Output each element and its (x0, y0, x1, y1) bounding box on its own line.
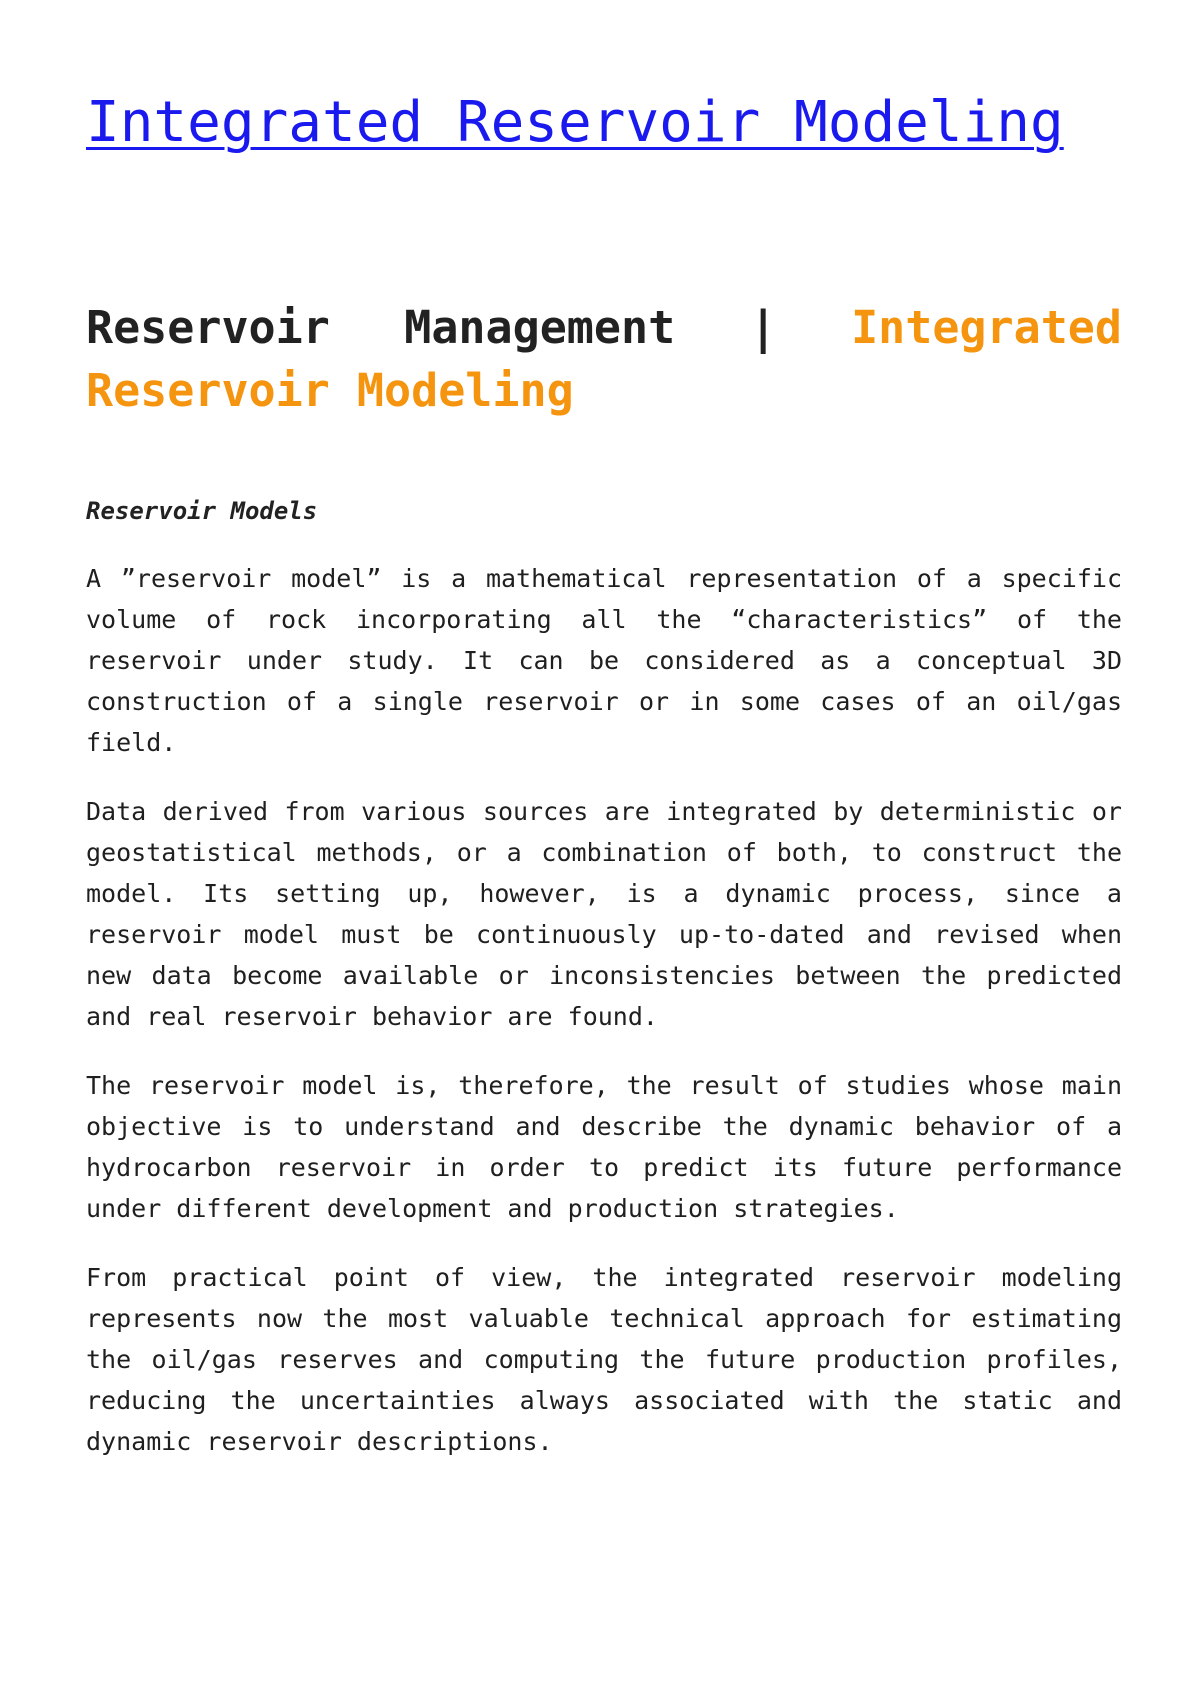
paragraph: A ”reservoir model” is a mathematical representation of a specific volume of rock incorporating all the “characteristics” of the reservoir under study. It can be considered as a conceptual 3D construction of a single reservoir or in some cases of an oil/gas field. (86, 564, 1122, 757)
section-heading-accent: Integrated Reservoir Modeling (86, 301, 1122, 417)
document-title (86, 92, 1064, 154)
subheading-reservoir-models: Reservoir Models (86, 497, 318, 525)
paragraph: The reservoir model is, therefore, the result of studies whose main objective is to understand and describe the dynamic behavior of a hydrocarbon reservoir in order to predict its future performance under different development and production strategies. (86, 1071, 1122, 1223)
document-title-link[interactable]: Integrated Reservoir Modeling (86, 90, 1064, 155)
paragraph: Data derived from various sources are integrated by deterministic or geostatistical methods, or a combination of both, to construct the model. Its setting up, however, is a dynamic process, since a reservoir model must be continuously up-to-dated and revised when new data become available or inconsistencies between the predicted and real reservoir behavior are found. (86, 797, 1122, 1031)
paragraph: From practical point of view, the integrated reservoir modeling represents now the most valuable technical approach for estimating the oil/gas reserves and computing the future production profiles, reducing the uncertainties always associated with the static and dynamic reservoir descriptions. (86, 1263, 1122, 1456)
article-body (86, 558, 1122, 1490)
section-heading-prefix: Reservoir Management | (86, 301, 852, 354)
section-heading (86, 296, 1122, 422)
